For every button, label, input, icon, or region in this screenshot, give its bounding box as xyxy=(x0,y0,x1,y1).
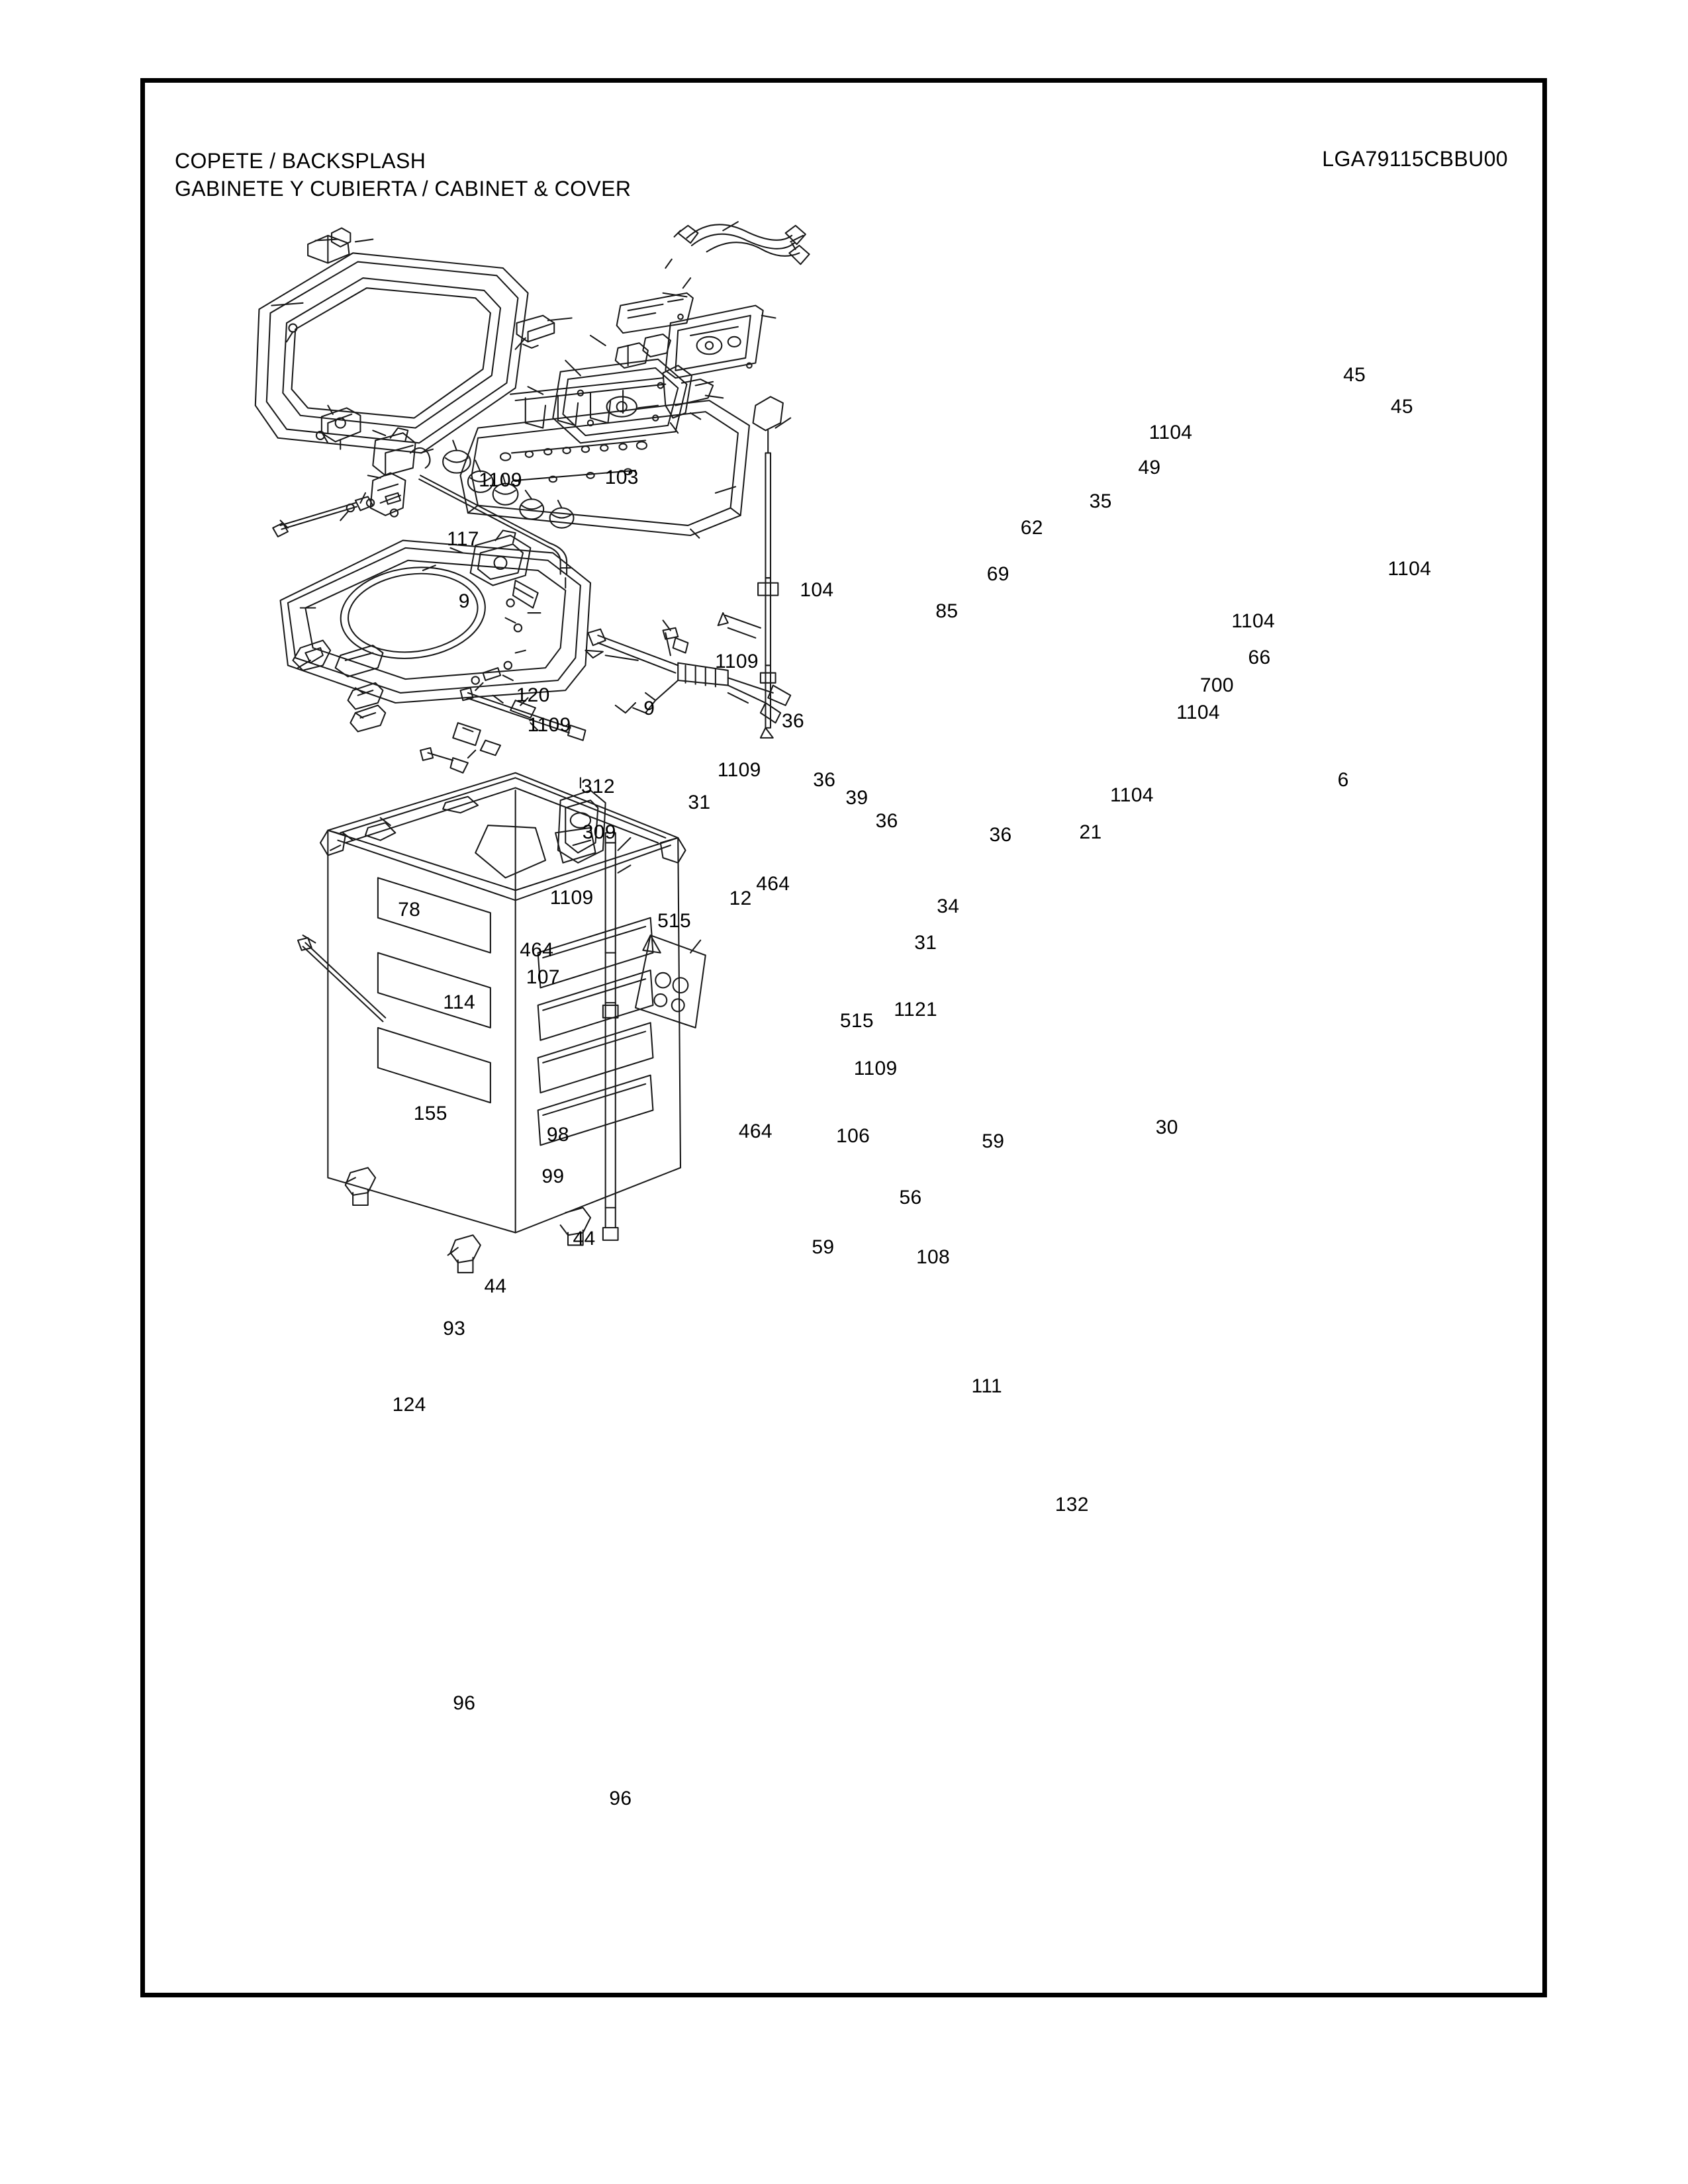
callout-124: 124 xyxy=(392,1394,426,1416)
callout-106: 106 xyxy=(836,1125,870,1148)
callout-66: 66 xyxy=(1248,647,1271,669)
callout-62: 62 xyxy=(1020,516,1043,539)
callout-59: 59 xyxy=(982,1130,1005,1152)
model-code: LGA79115CBBU00 xyxy=(1322,147,1508,171)
callout-96: 96 xyxy=(453,1692,476,1715)
callout-56: 56 xyxy=(899,1186,922,1208)
callout-1109: 1109 xyxy=(527,713,571,736)
callout-6: 6 xyxy=(1337,769,1349,792)
callout-1104: 1104 xyxy=(1231,610,1275,633)
callout-114: 114 xyxy=(443,991,476,1014)
callout-39: 39 xyxy=(845,786,868,809)
callout-464: 464 xyxy=(738,1120,773,1142)
callout-1109: 1109 xyxy=(853,1058,898,1080)
callout-9: 9 xyxy=(643,698,655,720)
callout-312: 312 xyxy=(581,775,615,797)
callout-309: 309 xyxy=(582,821,616,844)
callout-31: 31 xyxy=(914,931,937,954)
callout-1109: 1109 xyxy=(479,469,522,491)
callout-30: 30 xyxy=(1155,1116,1178,1138)
callout-1104: 1104 xyxy=(1176,702,1220,724)
callout-45: 45 xyxy=(1343,364,1366,387)
callout-69: 69 xyxy=(986,563,1009,585)
callout-108: 108 xyxy=(916,1246,951,1269)
callout-99: 99 xyxy=(541,1165,565,1187)
callout-36: 36 xyxy=(782,710,804,733)
callout-98: 98 xyxy=(546,1124,569,1146)
callout-1109: 1109 xyxy=(717,758,761,781)
callout-45: 45 xyxy=(1390,395,1413,418)
callout-155: 155 xyxy=(413,1103,447,1125)
callout-1104: 1104 xyxy=(1149,422,1193,444)
callout-36: 36 xyxy=(813,769,836,792)
callout-103: 103 xyxy=(604,467,639,489)
callout-93: 93 xyxy=(443,1317,466,1340)
callout-107: 107 xyxy=(526,966,560,989)
callout-1109: 1109 xyxy=(549,886,594,909)
callout-1109: 1109 xyxy=(715,650,759,672)
title-line-subassembly: GABINETE Y CUBIERTA / CABINET & COVER xyxy=(175,177,632,201)
callout-1104: 1104 xyxy=(1387,557,1432,580)
callout-1121: 1121 xyxy=(894,999,937,1021)
callout-117: 117 xyxy=(446,527,479,550)
callout-104: 104 xyxy=(800,579,834,602)
callout-12: 12 xyxy=(729,887,752,910)
callout-700: 700 xyxy=(1199,674,1234,696)
callout-78: 78 xyxy=(398,899,421,921)
callout-464: 464 xyxy=(756,872,790,895)
page-border xyxy=(140,78,1547,1997)
callout-44: 44 xyxy=(573,1227,596,1250)
callout-120: 120 xyxy=(516,684,550,706)
callout-31: 31 xyxy=(688,792,711,814)
callout-35: 35 xyxy=(1089,490,1112,513)
callout-9: 9 xyxy=(458,590,470,613)
callout-464: 464 xyxy=(520,938,554,961)
callout-36: 36 xyxy=(989,824,1012,846)
callout-132: 132 xyxy=(1055,1494,1089,1516)
callout-36: 36 xyxy=(875,810,898,833)
title-line-spanish-english: COPETE / BACKSPLASH xyxy=(175,149,426,173)
callout-59: 59 xyxy=(812,1236,835,1259)
diagram-title xyxy=(175,147,631,203)
callout-515: 515 xyxy=(839,1010,874,1032)
callout-111: 111 xyxy=(971,1375,1003,1397)
callout-44: 44 xyxy=(484,1275,507,1297)
callout-21: 21 xyxy=(1079,821,1102,844)
callout-34: 34 xyxy=(937,895,960,917)
callout-96: 96 xyxy=(609,1787,632,1809)
callout-49: 49 xyxy=(1138,457,1161,479)
callout-1104: 1104 xyxy=(1110,784,1154,806)
callout-515: 515 xyxy=(657,910,692,933)
callout-85: 85 xyxy=(935,600,959,623)
